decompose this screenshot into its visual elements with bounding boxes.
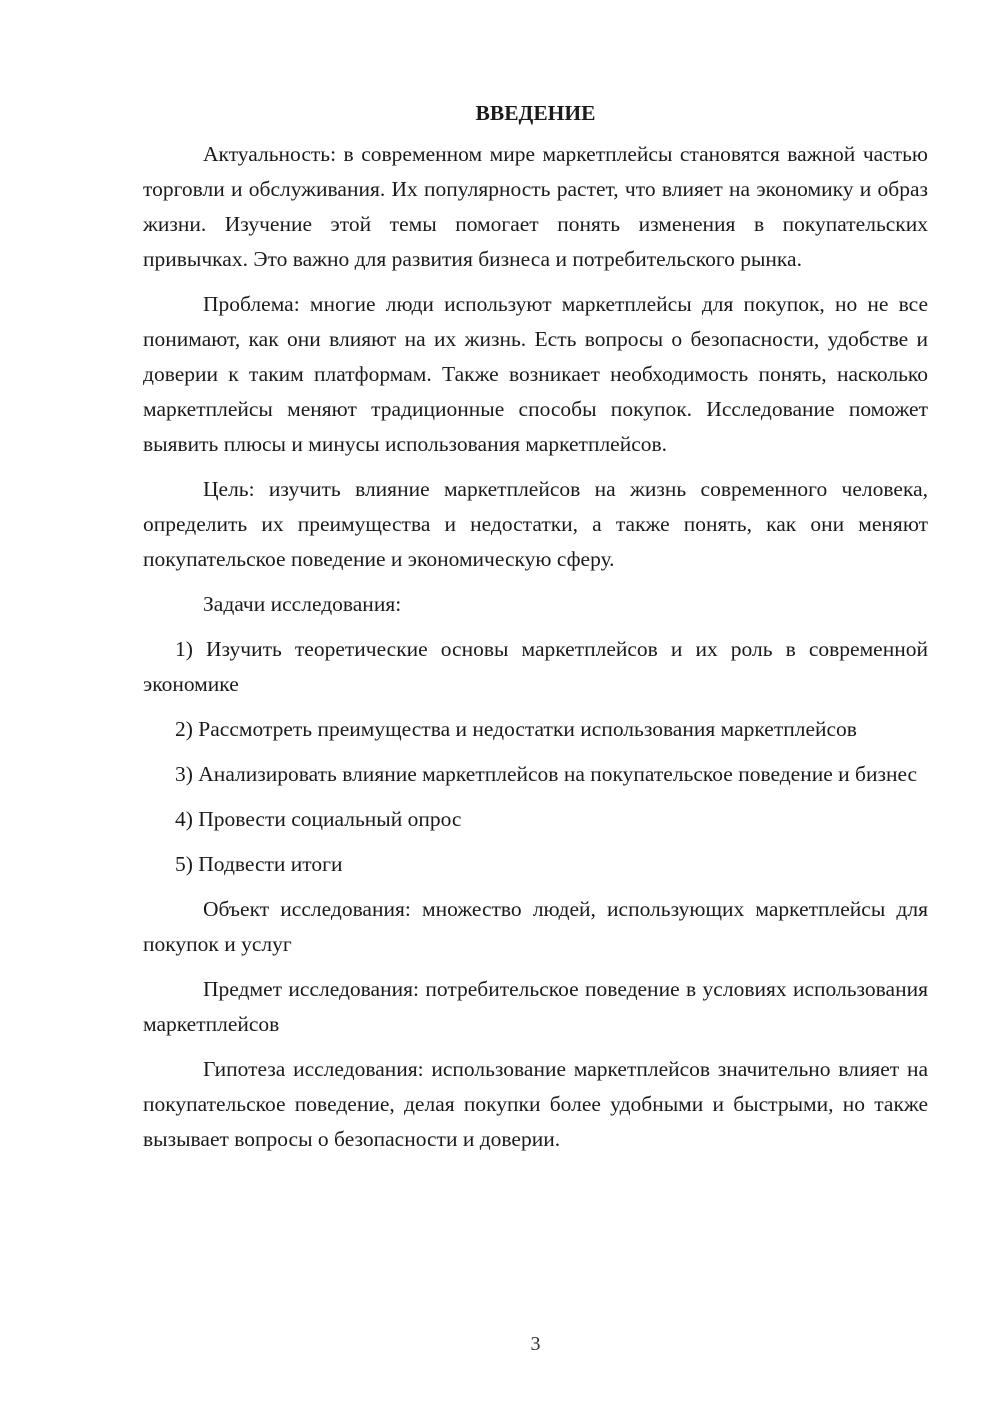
hypothesis-paragraph: Гипотеза исследования: использование маркетплейсов значительно влияет на покупательское поведение, делая покупки более удобными и быстрыми, но также вызывает вопросы о безопасности и доверии. — [143, 1057, 928, 1151]
task-item: 4) Провести социальный опрос — [175, 807, 462, 831]
task-item: 3) Анализировать влияние маркетплейсов на покупательское поведение и бизнес — [175, 762, 918, 786]
research-object-paragraph: Объект исследования: множество людей, использующих маркетплейсы для покупок и услуг — [143, 897, 928, 956]
relevance-paragraph: Актуальность: в современном мире маркетплейсы становятся важной частью торговли и обслуживания. Их популярность растет, что влияет на экономику и образ жизни. Изучение этой темы помогает понять изменения в покупательских привычках. Это важно для развития бизнеса и потребительского рынка. — [143, 142, 928, 271]
problem-paragraph: Проблема: многие люди используют маркетплейсы для покупок, но не все понимают, как они влияют на их жизнь. Есть вопросы о безопасности, удобстве и доверии к таким платформам. Также возникает необходимость понять, насколько маркетплейсы меняют традиционные способы покупок. Исследование поможет выявить плюсы и минусы использования маркетплейсов. — [143, 292, 928, 456]
task-item: 5) Подвести итоги — [175, 852, 343, 876]
task-item: 2) Рассмотреть преимущества и недостатки использования маркетплейсов — [175, 717, 857, 741]
section-title: ВВЕДЕНИЕ — [475, 101, 596, 125]
document-page — [143, 96, 928, 1167]
goal-paragraph: Цель: изучить влияние маркетплейсов на жизнь современного человека, определить их преимущества и недостатки, а также понять, как они меняют покупательское поведение и экономическую сферу. — [143, 477, 928, 571]
task-item: 1) Изучить теоретические основы маркетплейсов и их роль в современной экономике — [143, 637, 928, 696]
page-number: 3 — [530, 1333, 541, 1355]
research-subject-paragraph: Предмет исследования: потребительское поведение в условиях использования маркетплейсов — [143, 977, 928, 1036]
tasks-heading: Задачи исследования: — [203, 592, 402, 616]
